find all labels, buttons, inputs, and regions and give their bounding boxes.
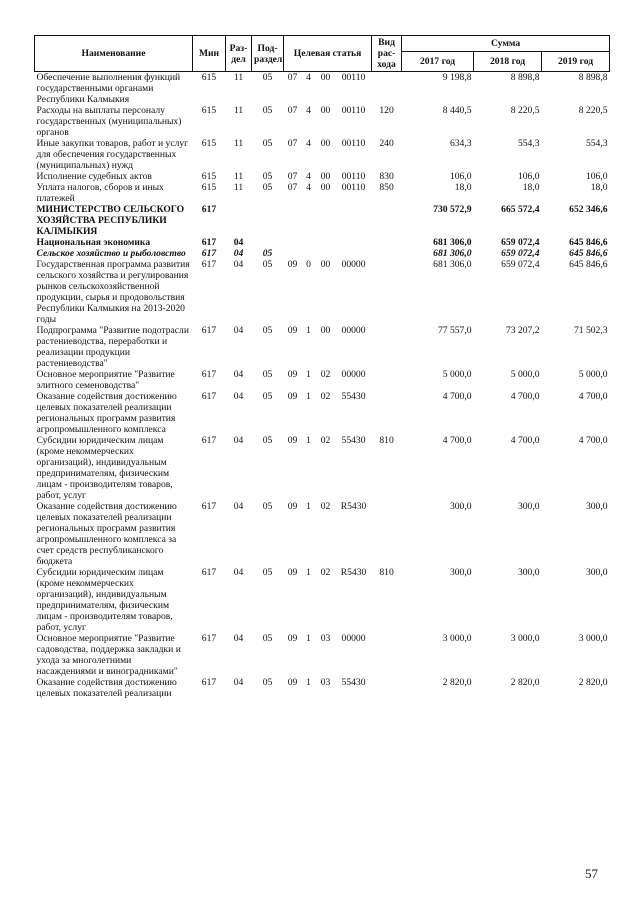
target-code-1: 09: [287, 677, 298, 688]
ministry-code: 615: [201, 72, 217, 83]
row-name: Иные закупки товаров, работ и услуг для обеспечения государственных (муниципальных) нужд: [36, 138, 189, 171]
sum-2017: 730 572,9: [433, 204, 472, 215]
subsection-code: 05: [262, 567, 273, 578]
sum-2017: 2 820,0: [442, 677, 472, 688]
sum-2018: 2 820,0: [510, 677, 540, 688]
row-name: Расходы на выплаты персоналу государственных (муниципальных) органов: [36, 105, 182, 138]
sum-2018: 8 898,8: [510, 72, 540, 83]
target-code-4: 00000: [341, 325, 366, 336]
sum-2017: 300,0: [449, 567, 472, 578]
row-name: Субсидии юридическим лицам (кроме некоммерческих организаций), индивидуальным предпринимателям, физическим лицам - производителям товаров, работ, услуг: [36, 435, 173, 501]
table-row: [35, 259, 610, 325]
sum-2018: 300,0: [517, 501, 540, 512]
sum-2018: 106,0: [517, 171, 540, 182]
section-code: 04: [233, 391, 244, 402]
target-code-3: 00: [320, 259, 331, 270]
sum-2017: 77 557,0: [437, 325, 472, 336]
ministry-code: 617: [201, 633, 217, 644]
section-code: 11: [233, 138, 244, 149]
target-code-4: R5430: [340, 567, 367, 578]
header-sum: Сумма: [402, 36, 610, 52]
target-code-1: 09: [287, 633, 298, 644]
sum-2019: 645 846,6: [569, 237, 608, 248]
target-code-2: 1: [306, 633, 311, 644]
expense-type-code: [372, 325, 402, 369]
sum-2019: 5 000,0: [578, 369, 608, 380]
ministry-code: 617: [201, 248, 217, 259]
subsection-code: 05: [262, 259, 273, 270]
ministry-code: 617: [201, 259, 217, 270]
ministry-code: 615: [201, 171, 217, 182]
row-name: Оказание содействия достижению целевых показателей реализации региональных программ развития агропромышленного комплекса за счет средств республиканского бюджета: [36, 501, 177, 567]
ministry-code: 617: [201, 204, 217, 215]
target-code-3: 00: [320, 182, 331, 193]
target-code-3: 03: [320, 633, 331, 644]
row-name: Обеспечение выполнения функций государственными органами Республики Калмыкия: [36, 72, 181, 105]
expense-type-code: [372, 72, 402, 106]
target-code-3: 00: [320, 105, 331, 116]
row-name: Национальная экономика: [36, 237, 151, 248]
sum-2018: 300,0: [517, 567, 540, 578]
expense-type-code: [372, 248, 402, 259]
target-code-2: 4: [306, 138, 311, 149]
row-name: МИНИСТЕРСТВО СЕЛЬСКОГО ХОЗЯЙСТВА РЕСПУБЛИКИ КАЛМЫКИЯ: [36, 204, 185, 237]
target-code-2: 4: [306, 171, 311, 182]
sum-2018: 659 072,4: [501, 248, 540, 259]
ministry-code: 617: [201, 237, 217, 248]
row-name: Государственная программа развития сельского хозяйства и регулирования рынков сельскохозяйственной продукции, сырья и продовольствия Республики Калмыкия на 2013-2020 годы: [36, 259, 190, 325]
budget-table: [34, 35, 610, 699]
sum-2018: 554,3: [517, 138, 540, 149]
target-code-1: [284, 237, 302, 248]
sum-2017: 18,0: [454, 182, 472, 193]
target-code-4: 55430: [341, 677, 366, 688]
header-year-2017: 2017 год: [402, 52, 474, 72]
expense-type-code: 240: [379, 138, 394, 149]
target-code-4: 55430: [341, 391, 366, 402]
row-name: Уплата налогов, сборов и иных платежей: [36, 182, 164, 204]
header-year-2019: 2019 год: [542, 52, 610, 72]
sum-2018: 665 572,4: [501, 204, 540, 215]
subsection-code: 05: [262, 391, 273, 402]
target-code-2: 1: [306, 369, 311, 380]
subsection-code: 05: [262, 105, 273, 116]
expense-type-code: [372, 391, 402, 435]
target-code-1: [284, 204, 302, 237]
table-row: [35, 435, 610, 501]
row-name: Оказание содействия достижению целевых показателей реализации: [36, 677, 177, 699]
target-code-2: 1: [306, 677, 311, 688]
target-code-3: 02: [320, 567, 331, 578]
ministry-code: 617: [201, 325, 217, 336]
sum-2017: 681 306,0: [433, 248, 472, 259]
sum-2018: 73 207,2: [505, 325, 540, 336]
target-code-4: 00110: [341, 138, 366, 149]
table-row: [35, 138, 610, 171]
sum-2019: 18,0: [590, 182, 608, 193]
target-code-4: 00110: [341, 72, 366, 83]
target-code-3: [316, 248, 336, 259]
target-code-4: 00000: [341, 259, 366, 270]
page-number: 57: [585, 866, 598, 881]
target-code-2: 1: [306, 567, 311, 578]
subsection-code: 05: [262, 325, 273, 336]
target-code-1: 09: [287, 435, 298, 446]
header-subsection: Под- раздел: [252, 36, 284, 72]
section-code: 04: [233, 325, 244, 336]
target-code-1: 09: [287, 567, 298, 578]
table-row: [35, 369, 610, 391]
table-row: [35, 171, 610, 182]
section-code: 04: [233, 501, 244, 512]
sum-2019: 652 346,6: [569, 204, 608, 215]
header-expense-type: Вид рас- хода: [372, 36, 402, 72]
sum-2019: 300,0: [585, 567, 608, 578]
ministry-code: 615: [201, 182, 217, 193]
budget-page: [34, 35, 609, 699]
target-code-2: 4: [306, 182, 311, 193]
sum-2019: 8 220,5: [578, 105, 608, 116]
table-row: [35, 501, 610, 567]
ministry-code: 617: [201, 677, 217, 688]
subsection-code: 05: [262, 633, 273, 644]
subsection-code: [252, 204, 284, 237]
target-code-4: 00110: [341, 171, 366, 182]
sum-2017: 9 198,8: [442, 72, 472, 83]
target-code-4: R5430: [340, 501, 367, 512]
section-code: 11: [233, 105, 244, 116]
target-code-2: [302, 237, 316, 248]
subsection-code: 05: [262, 677, 273, 688]
ministry-code: 617: [201, 391, 217, 402]
target-code-4: 00000: [341, 369, 366, 380]
expense-type-code: 810: [379, 567, 394, 578]
sum-2018: 3 000,0: [510, 633, 540, 644]
subsection-code: 05: [262, 369, 273, 380]
row-name: Оказание содействия достижению целевых показателей реализации региональных программ развития агропромышленного комплекса: [36, 391, 177, 435]
target-code-3: 02: [320, 501, 331, 512]
target-code-3: 00: [320, 72, 331, 83]
target-code-3: 00: [320, 325, 331, 336]
subsection-code: 05: [262, 72, 273, 83]
row-name: Субсидии юридическим лицам (кроме некоммерческих организаций), индивидуальным предпринимателям, физическим лицам - производителям товаров, работ, услуг: [36, 567, 173, 633]
subsection-code: 05: [262, 138, 273, 149]
target-code-3: 02: [320, 369, 331, 380]
ministry-code: 617: [201, 567, 217, 578]
target-code-1: 09: [287, 325, 298, 336]
sum-2017: 5 000,0: [442, 369, 472, 380]
target-code-2: 1: [306, 435, 311, 446]
sum-2017: 681 306,0: [433, 259, 472, 270]
sum-2019: 106,0: [585, 171, 608, 182]
header-year-2018: 2018 год: [474, 52, 542, 72]
target-code-4: 00000: [341, 633, 366, 644]
target-code-4: [336, 248, 372, 259]
table-row: [35, 204, 610, 237]
target-code-2: 1: [306, 391, 311, 402]
row-name: Подпрограмма "Развитие подотрасли растениеводства, переработки и реализации продукции растениеводства": [36, 325, 189, 369]
section-code: 04: [233, 633, 244, 644]
target-code-1: 07: [287, 105, 298, 116]
sum-2018: 18,0: [522, 182, 540, 193]
target-code-3: 02: [320, 391, 331, 402]
section-code: 04: [233, 435, 244, 446]
section-code: 04: [233, 677, 244, 688]
target-code-4: [336, 204, 372, 237]
row-name: Исполнение судебных актов: [36, 171, 152, 182]
subsection-code: 05: [262, 182, 273, 193]
sum-2017: 634,3: [449, 138, 472, 149]
section-code: 04: [233, 259, 244, 270]
header-ministry: Мин: [193, 36, 226, 72]
section-code: 04: [233, 567, 244, 578]
target-code-2: 1: [306, 501, 311, 512]
target-code-1: 07: [287, 171, 298, 182]
table-row: [35, 237, 610, 248]
row-name: Основное мероприятие "Развитие элитного семеноводства": [36, 369, 175, 391]
subsection-code: 05: [262, 248, 273, 259]
sum-2018: 4 700,0: [510, 435, 540, 446]
table-row: [35, 325, 610, 369]
expense-type-code: [372, 237, 402, 248]
sum-2018: 4 700,0: [510, 391, 540, 402]
table-row: [35, 391, 610, 435]
expense-type-code: 810: [379, 435, 394, 446]
target-code-2: 0: [306, 259, 311, 270]
expense-type-code: [372, 633, 402, 677]
table-body: [35, 72, 610, 700]
sum-2019: 4 700,0: [578, 435, 608, 446]
expense-type-code: 830: [379, 171, 394, 182]
expense-type-code: [372, 204, 402, 237]
header-section: Раз- дел: [226, 36, 252, 72]
target-code-1: [284, 248, 302, 259]
target-code-3: [316, 204, 336, 237]
sum-2019: 71 502,3: [573, 325, 608, 336]
header-name: Наименование: [35, 36, 193, 72]
sum-2019: 4 700,0: [578, 391, 608, 402]
sum-2018: 659 072,4: [501, 259, 540, 270]
ministry-code: 615: [201, 138, 217, 149]
table-row: [35, 105, 610, 138]
sum-2019: 8 898,8: [578, 72, 608, 83]
sum-2017: 4 700,0: [442, 391, 472, 402]
ministry-code: 617: [201, 369, 217, 380]
target-code-1: 09: [287, 369, 298, 380]
ministry-code: 617: [201, 501, 217, 512]
row-name: Сельское хозяйство и рыболовство: [36, 248, 186, 259]
target-code-3: 02: [320, 435, 331, 446]
header-target-article: Целевая статья: [284, 36, 372, 72]
ministry-code: 617: [201, 435, 217, 446]
subsection-code: 05: [262, 501, 273, 512]
section-code: 04: [233, 248, 244, 259]
target-code-3: 03: [320, 677, 331, 688]
sum-2019: 554,3: [585, 138, 608, 149]
table-row: [35, 72, 610, 106]
expense-type-code: [372, 259, 402, 325]
target-code-2: [302, 204, 316, 237]
section-code: 11: [233, 72, 244, 83]
section-code: [226, 204, 252, 237]
expense-type-code: 120: [379, 105, 394, 116]
sum-2018: 5 000,0: [510, 369, 540, 380]
target-code-3: 00: [320, 171, 331, 182]
ministry-code: 615: [201, 105, 217, 116]
sum-2019: 645 846,6: [569, 248, 608, 259]
sum-2017: 300,0: [449, 501, 472, 512]
subsection-code: 05: [262, 171, 273, 182]
expense-type-code: [372, 501, 402, 567]
sum-2017: 4 700,0: [442, 435, 472, 446]
section-code: 11: [233, 182, 244, 193]
sum-2017: 8 440,5: [442, 105, 472, 116]
expense-type-code: 850: [379, 182, 394, 193]
table-row: [35, 633, 610, 677]
target-code-3: [316, 237, 336, 248]
subsection-code: 05: [262, 435, 273, 446]
target-code-4: [336, 237, 372, 248]
target-code-2: 4: [306, 72, 311, 83]
expense-type-code: [372, 369, 402, 391]
target-code-1: 07: [287, 138, 298, 149]
table-header: [35, 36, 610, 72]
section-code: 04: [233, 237, 244, 248]
section-code: 04: [233, 369, 244, 380]
sum-2017: 106,0: [449, 171, 472, 182]
table-row: [35, 677, 610, 699]
target-code-3: 00: [320, 138, 331, 149]
target-code-4: 00110: [341, 105, 366, 116]
target-code-2: 4: [306, 105, 311, 116]
row-name: Основное мероприятие "Развитие садоводства, поддержка закладки и ухода за многолетними насаждениями и виноградниками": [36, 633, 181, 677]
target-code-1: 09: [287, 391, 298, 402]
target-code-1: 07: [287, 72, 298, 83]
target-code-1: 09: [287, 501, 298, 512]
sum-2019: 645 846,6: [569, 259, 608, 270]
sum-2018: 8 220,5: [510, 105, 540, 116]
sum-2019: 300,0: [585, 501, 608, 512]
target-code-4: 55430: [341, 435, 366, 446]
table-row: [35, 567, 610, 633]
expense-type-code: [372, 677, 402, 699]
target-code-2: 1: [306, 325, 311, 336]
sum-2017: 3 000,0: [442, 633, 472, 644]
target-code-1: 07: [287, 182, 298, 193]
section-code: 11: [233, 171, 244, 182]
sum-2018: 659 072,4: [501, 237, 540, 248]
target-code-4: 00110: [341, 182, 366, 193]
table-row: [35, 248, 610, 259]
sum-2019: 2 820,0: [578, 677, 608, 688]
sum-2019: 3 000,0: [578, 633, 608, 644]
table-row: [35, 182, 610, 204]
target-code-2: [302, 248, 316, 259]
sum-2017: 681 306,0: [433, 237, 472, 248]
subsection-code: [252, 237, 284, 248]
target-code-1: 09: [287, 259, 298, 270]
